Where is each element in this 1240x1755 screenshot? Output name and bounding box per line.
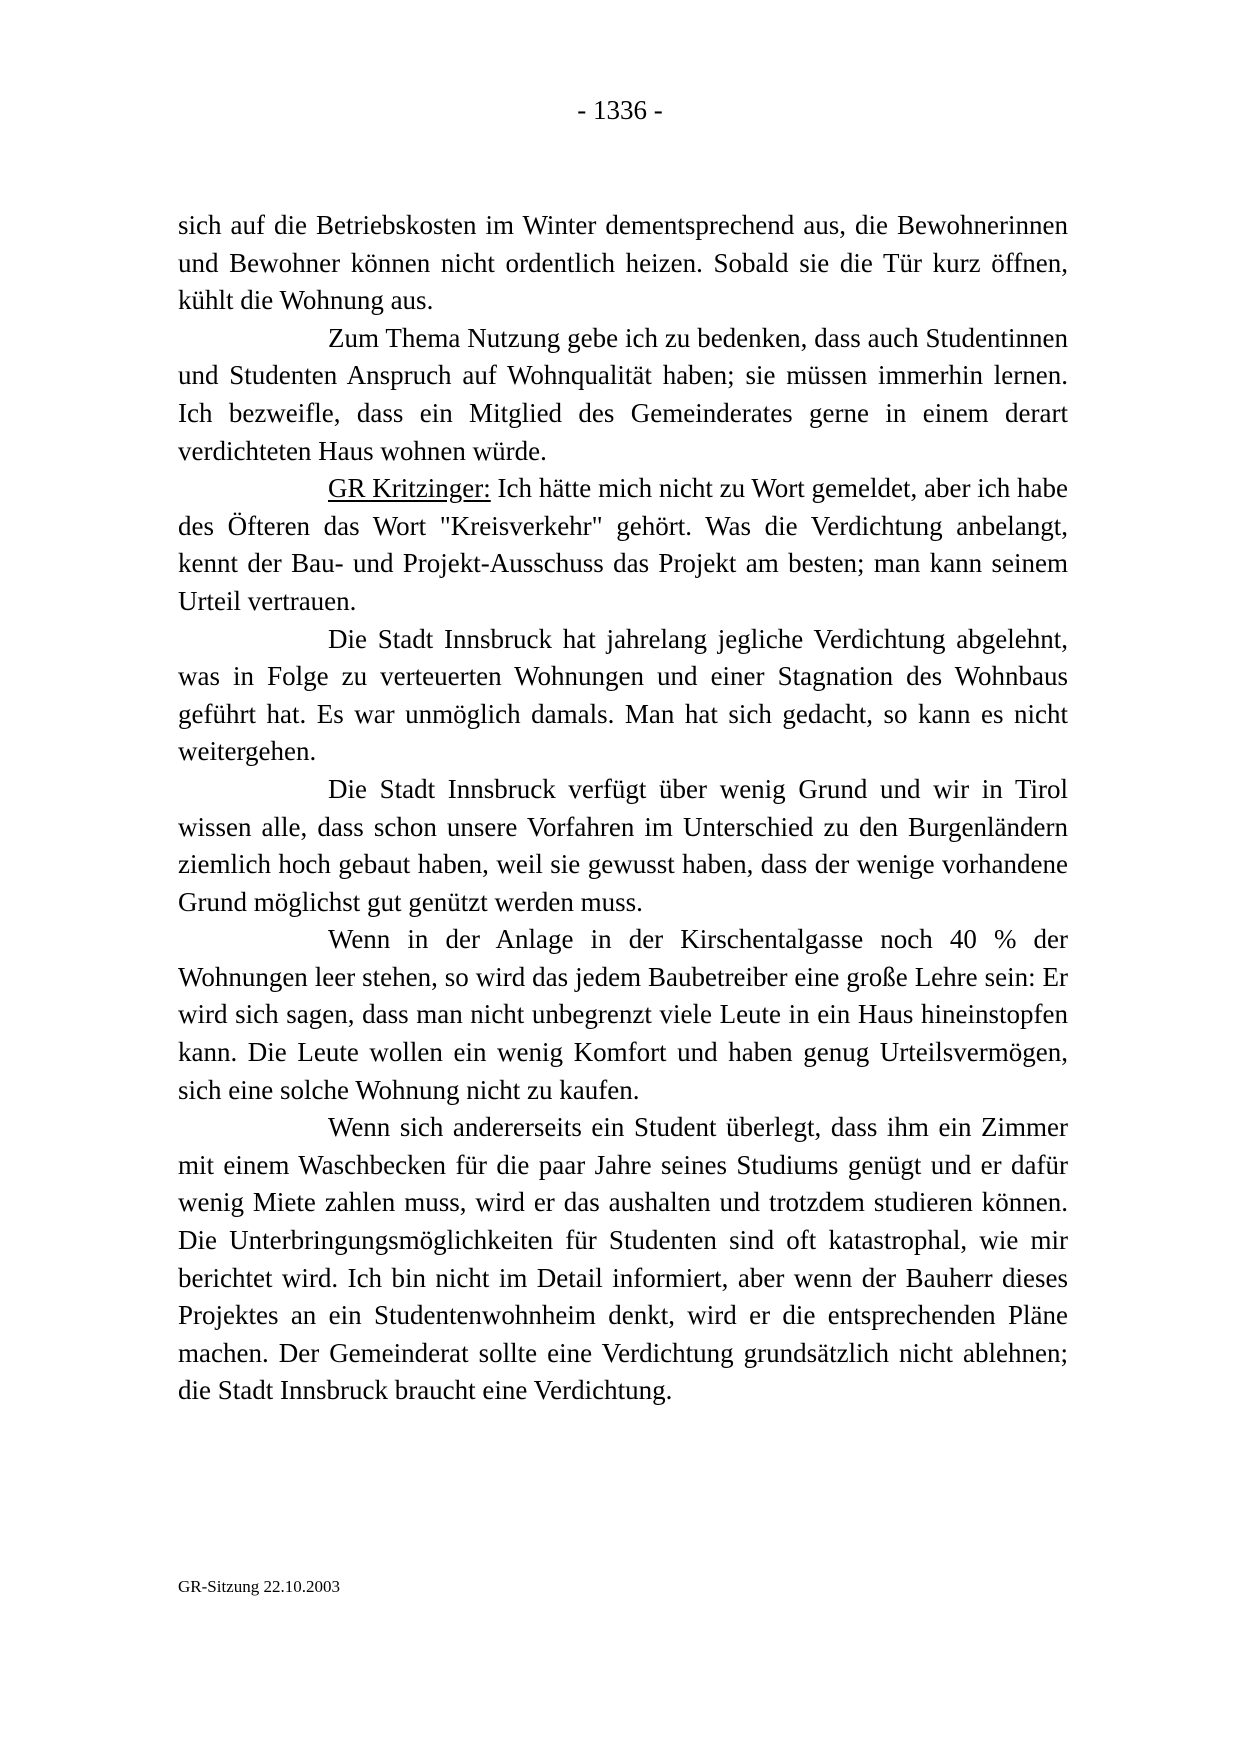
paragraph-7: Wenn sich andererseits ein Student überlegt, dass ihm ein Zimmer mit einem Waschbecken für die paar Jahre seines Studiums genügt und er dafür wenig Miete zahlen muss, wird er das aushalten und trotzdem studieren können. Die Unterbringungsmöglichkeiten für Studenten sind oft katastrophal, wie mir berichtet wird. Ich bin nicht im Detail informiert, aber wenn der Bauherr dieses Projektes an ein Studentenwohnheim denkt, wird er die entsprechenden Pläne machen. Der Gemeinderat sollte eine Verdichtung grundsätzlich nicht ablehnen; die Stadt Innsbruck braucht eine Verdichtung. <box>178 1112 1068 1406</box>
document-body <box>178 207 1068 1410</box>
paragraph-2: Zum Thema Nutzung gebe ich zu bedenken, dass auch Studentinnen und Studenten Anspruch auf Wohnqualität haben; sie müssen immerhin lernen. Ich bezweifle, dass ein Mitglied des Gemeinderates gerne in einem derart verdichteten Haus wohnen würde. <box>178 322 1068 466</box>
speaker-statement: Ich hätte mich nicht zu Wort gemeldet, aber ich habe des Öfteren das Wort "Kreisverkehr" gehört. Was die Verdichtung anbelangt, kennt der Bau- und Projekt-Ausschuss das Projekt am besten; man kann seinem Urteil vertrauen. <box>178 473 1068 616</box>
speaker-name: GR Kritzinger: <box>328 473 491 504</box>
paragraph-5: Die Stadt Innsbruck verfügt über wenig Grund und wir in Tirol wissen alle, dass schon unsere Vorfahren im Unterschied zu den Burgenländern ziemlich hoch gebaut haben, weil sie gewusst haben, dass der wenige vorhandene Grund möglichst gut genützt werden muss. <box>178 773 1068 917</box>
page-number: - 1336 - <box>577 95 663 125</box>
paragraph-6: Wenn in der Anlage in der Kirschentalgasse noch 40 % der Wohnungen leer stehen, so wird das jedem Baubetreiber eine große Lehre sein: Er wird sich sagen, dass man nicht unbegrenzt viele Leute in ein Haus hineinstopfen kann. Die Leute wollen ein wenig Komfort und haben genug Urteilsvermögen, sich eine solche Wohnung nicht zu kaufen. <box>178 924 1068 1105</box>
paragraph-3 <box>178 470 1068 620</box>
footer-session-date: GR-Sitzung 22.10.2003 <box>178 1577 340 1596</box>
paragraph-1: sich auf die Betriebskosten im Winter dementsprechend aus, die Bewohnerinnen und Bewohner können nicht ordentlich heizen. Sobald sie die Tür kurz öffnen, kühlt die Wohnung aus. <box>178 210 1068 316</box>
paragraph-4: Die Stadt Innsbruck hat jahrelang jegliche Verdichtung abgelehnt, was in Folge zu verteuerten Wohnungen und einer Stagnation des Wohnbaus geführt hat. Es war unmöglich damals. Man hat sich gedacht, so kann es nicht weitergehen. <box>178 623 1068 767</box>
